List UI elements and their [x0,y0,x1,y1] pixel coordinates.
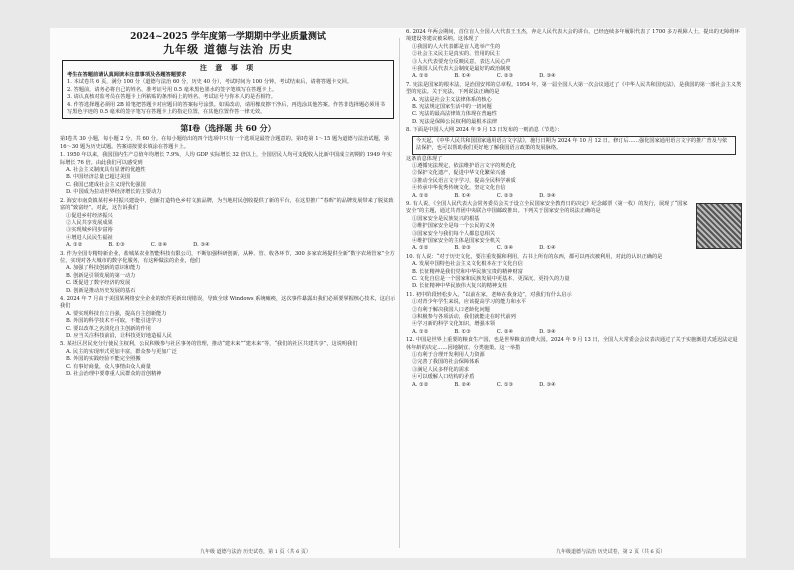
question-stem: 5. 某社区居民充分行使民主权利，公民积极参与社区事务的管理，推动“建未来”“建未来”等，“我们的社区共建共享”，这说明我们 [60,341,358,348]
news-quote: 今天起，《中华人民共和国国家通用语言文字法》，施行日期为 2024 年 10 月 12 日。修订后……强化国家通用语言文字的推广普及与依法保护，也可以帮助我们更好地了解我国语言政策的发展脉络。 [416,137,728,152]
answer-choice: C. ②③ [496,192,514,199]
question-stem: 1. 1950 年以来，我国国内生产总值年均增长 7.9%，人均 GDP 实际增长 32 倍以上，全国居民人均可支配收入比新中国成立初期的 1949 年实际增长 76 倍。由此我们可以感受到 [60,152,392,166]
option: ②有利于解决我国人口老龄化问题 [412,306,490,313]
question-stem: 11. 初中阶段轻松步入，“以前在家，老师在我身边”，对我们有什么启示 [406,291,572,298]
option: ①遵循宪法规定，依法维护语言文字的规范化 [412,162,516,169]
option: ④我国人民代表大会制度是最好的政治制度 [412,66,511,73]
notice-heading: 注 意 事 项 [199,63,257,72]
option: ②人民共享发展成果 [66,219,113,226]
option: A. 加强了科技创新的意识和能力 [66,265,141,272]
question-stem: 4. 2024 年 7 月由于美国某网络安全企业的软件更新出现错误，导致全球 Windows 系统瘫痪，这次事件暴露出我们必须要掌握核心技术，这启示我们 [60,295,396,310]
page-left [60,28,396,558]
option: ③积极参与各项活动，我们就能走在时代前列 [412,314,516,321]
option: ③实现城乡同步富裕 [66,227,113,234]
answer-choice: C. ②④ [150,242,168,249]
option: ④传承中华优秀传统文化，坚定文化自信 [412,185,506,192]
page-right [406,28,742,558]
exam-subject: 九年级 道德与法治 历史 [163,43,293,56]
question-5 [60,341,396,378]
option: B. 外国的实践经验不能完全照搬 [66,356,141,363]
question-7 [406,82,742,126]
answer-choice: B. ②④ [454,381,471,388]
notice-subheading: 考生在答题前请认真阅读本注意事项及各题答题要求 [67,72,187,78]
option: ①我国的人大代表都是盲人选举产生的 [412,43,501,50]
option: A. 宪法是社会主义法律体系的核心 [412,96,492,103]
option: C. 文化自信是一个国家和民族发展中更基本、更深沉、更持久的力量 [412,276,570,282]
option: A. 发展中国特色社会主义文化根本在于文化自信 [412,261,523,268]
notice-item: 4. 作答选择题必须用 2B 铅笔把答题卡对应题目的答案标号涂黑。如需改动，请用橡皮擦干净后，再选涂其他答案。作答非选择题必须用书写黑色字迹的 0.5 毫米的签字笔写在答题卡上的指定位置，在其他位置作答一律无效。 [67,101,385,116]
answer-choice: A. ①② [412,192,429,199]
answer-choice: D. ③④ [539,73,556,80]
option: C. 我国已建成社会主义现代化强国 [66,181,146,188]
option: B. 中国经济总量已超过美国 [66,174,131,181]
option: ②维护国家安全是每一个公民的义务 [412,223,496,230]
question-2 [60,198,396,250]
question-stem-after: 这条消息体现了 [406,155,443,162]
answer-choice: A. ①② [66,242,83,249]
notice-item: 1. 本试卷共 6 页，满分 100 分（道德与法治 60 分，历史 40 分），考试时间为 100 分钟。考试结束后，请将答题卡交回。 [67,79,353,86]
option: A. 社会主义制度具有显著的优越性 [66,167,146,174]
answer-choice: D. ③④ [539,192,556,199]
option: ②完善了我国的社会保障体系 [412,359,480,366]
question-10 [406,254,742,291]
option: ②社会主义民主是真实的、管用的民主 [412,51,501,58]
option: C. 有事好商量，众人事情由众人商量 [66,363,151,370]
question-stem: 8. 下面是中国人大网 2024 年 9 月 13 日发布的一则消息（节选）： [406,127,563,134]
option: B. 长征精神是我们党和中华民族宝贵的精神财富 [412,268,523,275]
answer-choice: A. ①② [412,328,429,335]
option: D. 长征精神中华民族伟大复兴的精神支柱 [412,283,508,290]
section-title: 第Ⅰ卷（选择题 共 60 分） [180,123,276,134]
option: ①对青少年学生来说，应该提高学习的能力和水平 [412,299,527,306]
news-quote-box [412,136,736,155]
option: ①国家安全是民族复兴的根基 [412,215,480,222]
notice-item: 2. 答题前，请务必将自己的姓名、准考证号用 0.5 毫米黑色墨水的签字笔填写在答题卡上。 [67,86,278,93]
option: C. 要以改革之名淡化自主创新的作用 [66,325,151,332]
question-1 [60,152,396,196]
answer-choice: D. ③④ [539,328,556,335]
answer-choice: D. ①④ [539,245,556,252]
answer-choice: B. ①③ [108,242,125,249]
answer-choice: B. ①④ [454,73,471,80]
question-stem: 9. 有人说，《全国人民代表大会常务委员会关于设立全民国家安全教育日的决定》纪念邮票（第一枚）的发行，展现了“国家安全”的主题，通过共青团中央联合中国邮政推出。下列关于国家安全的说法正确的是 [406,200,688,215]
answer-choice: A. ①② [412,73,429,80]
exam-title: 2024~2025 学年度第一学期期中学业质量测试 [130,32,326,42]
option: D. 中国成为拉动世界经济增长的主要动力 [66,189,162,196]
question-6 [406,29,742,81]
option: ①有利于合理开发利用人力资源 [412,352,485,359]
option: C. 宪法的最高法律效力体现在普遍性 [412,111,497,118]
question-4 [60,296,396,340]
column-divider [399,38,400,548]
option: ③满足人民多样化的需求 [412,366,470,373]
question-stem: 3. 作为全国专精特新企业，盐城某农业智能科技有限公司，不断加强科研创新，从种、管、收各环节，300 多家农场提供全新“数字农场管家”全方位，实现对各大城市的数字化服务，有这种做法的企业，他们 [60,250,395,264]
exam-sheet [50,28,746,558]
answer-choice: C. ②③ [496,73,514,80]
stamp-image [696,203,742,249]
option: A. 民主的实现形式更加丰富，群众参与更加广泛 [66,348,177,355]
option: ③推动全民语言文字学习，提高全民科学素质 [412,177,516,184]
answer-choice: B. ①④ [454,192,471,199]
option: D. 应当关注科技前沿，让科技更好地造福人民 [66,333,172,339]
option: ④维护国家安全的主体是国家安全机关 [412,237,501,244]
question-stem: 2. 海安市南莫镇某村乡村振兴建设中，创新打造特色乡村文旅品牌，为当地村民创收提供了新的平台，在这里推广“春晖”的品牌发展带来了脱贫致富的“致富经”。对此，这告诉我们 [60,197,394,212]
answer-choice: C. ②④ [496,328,514,335]
option: A. 要实现科技自立自强，提高自主创新能力 [66,310,167,317]
answer-choice: B. ①③ [454,328,471,335]
section-intro: 第Ⅰ卷共 30 小题，每小题 2 分，共 60 分。在每小题给出的四个选项中只有一个选项是最符合题意的。第Ⅰ卷第 1～15 题为道德与法治试题，第 16～30 题为历史试题。答案请按要求填涂在答题卡上。 [60,136,390,150]
option: C. 既促进了数字经济的发展 [66,280,131,287]
answer-choice: A. ①② [412,381,429,388]
question-stem: 7. 宪法是国家的根本法，是治国安邦的总章程。1954 年，第一届全国人大第一次会议通过了《中华人民共和国宪法》，是我国的第一部社会主义类型的宪法。关于宪法，下列说法正确的是 [406,81,742,96]
question-stem: 6. 2024 年两会期间，首位盲人全国人大代表王玉杰，奔走人民代表大会的讲台，已经连续多年履职代表了 1700 多万视障人士，提出的无障碍环境建设等建议被采纳。这体现了 [406,29,740,43]
question-8 [406,127,742,200]
option: ④可以缓解人口结构的矛盾 [412,374,475,381]
question-11 [406,292,742,336]
option: ③国家安全与我们每个人都息息相关 [412,230,496,237]
option: D. 创新是推动历史发展的基石 [66,287,136,294]
option: D. 宪法是保障公民权利的最根本法律 [412,118,498,125]
question-12 [406,337,742,389]
question-stem: 12. 中国是世界上重要的粮食生产国，也是世界粮食消费大国。2024 年 9 月 13 日，全国人大常委会会议表决通过了关于实施渐进式延迟法定退休年龄的决定……因地制宜、分类施策。这一举措 [406,337,738,351]
page-footer: 九年级 道德与法治 历史试卷，第 1 页（共 6 页） [200,548,311,555]
option: ③人大代表要充分反映民意，表达人民心声 [412,58,511,65]
option: B. 外国的科学技术不可取，不能引进学习 [66,318,162,325]
answer-choice: A. ①② [412,245,429,252]
notice-box [62,60,394,119]
notice-item: 3. 请认真核对监考员在答题卡上所粘贴的条形码上的姓名、考试证号与你本人的是否相符。 [67,94,276,101]
option: ④学习新的科学文化知识，增强本领 [412,321,496,328]
option: B. 创新是引领发展的第一动力 [66,272,136,279]
page-footer: 九年级道德与法治 历史试卷，第 2 页（共 6 页） [556,548,666,555]
option: D. 社会治理中要尊重人民群众的首创精神 [66,371,162,378]
question-stem: 10. 有人说：“对于历史文化，要注重发掘和利用，古书上所有的东西，都可以再次被利用，对此的认识正确的是 [406,253,663,260]
answer-choice: D. ③④ [193,242,210,249]
answer-choice: D. ③④ [539,381,556,388]
option: ②保护文化遗产，促进中华文化繁荣兴盛 [412,170,506,177]
answer-choice: C. ①③ [496,381,514,388]
option: B. 宪法规定国家生活中的一切问题 [412,104,492,111]
option: ①促进乡村经济振兴 [66,212,113,219]
answer-choice: C. ③④ [496,245,514,252]
question-9 [406,201,742,253]
option: ④增进人民民生福祉 [66,234,113,241]
question-3 [60,251,396,295]
answer-choice: B. ②③ [454,245,471,252]
